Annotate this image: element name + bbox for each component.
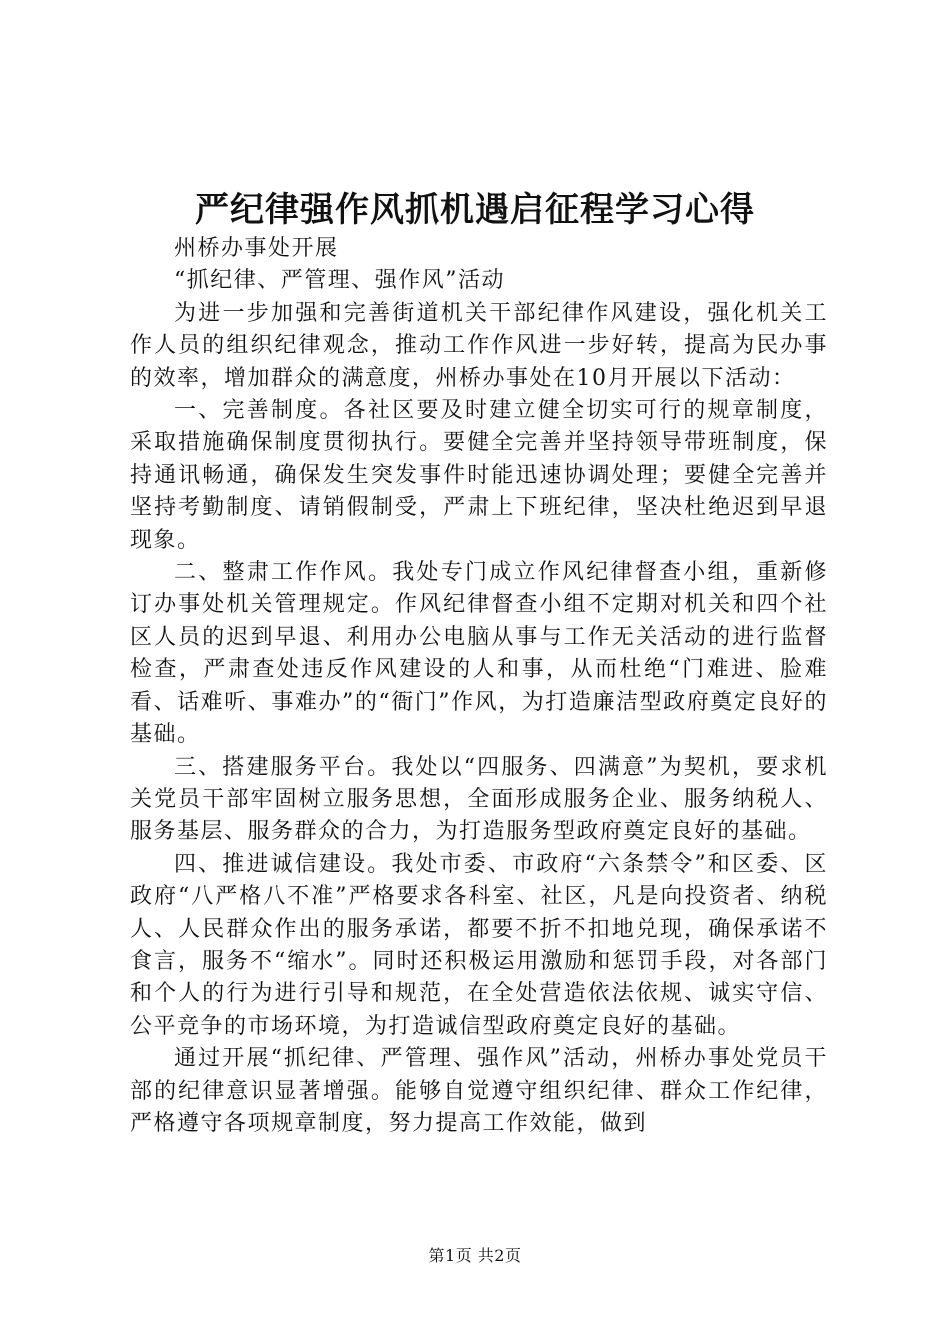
document-title: 严纪律强作风抓机遇启征程学习心得 bbox=[195, 190, 755, 230]
document-body bbox=[130, 233, 828, 1140]
paragraph-conclusion: 通过开展“抓纪律、严管理、强作风”活动，州桥办事处党员干部的纪律意识显著增强。能够自觉遵守组织纪律、群众工作纪律，严格遵守各项规章制度，努力提高工作效能，做到 bbox=[130, 1046, 828, 1136]
paragraph-section-3: 三、搭建服务平台。我处以“四服务、四满意”为契机，要求机关党员干部牢固树立服务思想，全面形成服务企业、服务纳税人、服务基层、服务群众的合力，为打造服务型政府奠定良好的基础。 bbox=[130, 754, 828, 845]
paragraph-section-1: 一、完善制度。各社区要及时建立健全切实可行的规章制度，采取措施确保制度贯彻执行。要健全完善并坚持领导带班制度，保持通讯畅通，确保发生突发事件时能迅速协调处理；要健全完善并坚持考勤制度、请销假制受，严肃上下班纪律，坚决杜绝迟到早退现象。 bbox=[130, 398, 828, 553]
paragraph-subtitle-1: 州桥办事处开展 bbox=[174, 236, 339, 261]
paragraph-subtitle-2: “抓纪律、严管理、强作风”活动 bbox=[174, 268, 505, 294]
page-footer: 第1页 共2页 bbox=[428, 1246, 522, 1265]
paragraph-section-4: 四、推进诚信建设。我处市委、市政府“六条禁令”和区委、区政府“八严格八不准”严格要求各科室、社区，凡是向投资者、纳税人、人民群众作出的服务承诺，都要不折不扣地兑现，确保承诺不食言，服务不“缩水”。同时还积极运用激励和惩罚手段，对各部门和个人的行为进行引导和规范，在全处营造依法依规、诚实守信、公平竞争的市场环境，为打造诚信型政府奠定良好的基础。 bbox=[130, 851, 828, 1039]
paragraph-intro: 为进一步加强和完善街道机关干部纪律作风建设，强化机关工作人员的组织纪律观念，推动工作作风进一步好转，提高为民办事的效率，增加群众的满意度，州桥办事处在10月开展以下活动： bbox=[130, 300, 828, 391]
paragraph-section-2: 二、整肃工作作风。我处专门成立作风纪律督查小组，重新修订办事处机关管理规定。作风纪律督查小组不定期对机关和四个社区人员的迟到早退、利用办公电脑从事与工作无关活动的进行监督检查，严肃查处违反作风建设的人和事，从而杜绝“门难进、脸难看、话难听、事难办”的“衙门”作风，为打造廉洁型政府奠定良好的基础。 bbox=[130, 560, 828, 748]
